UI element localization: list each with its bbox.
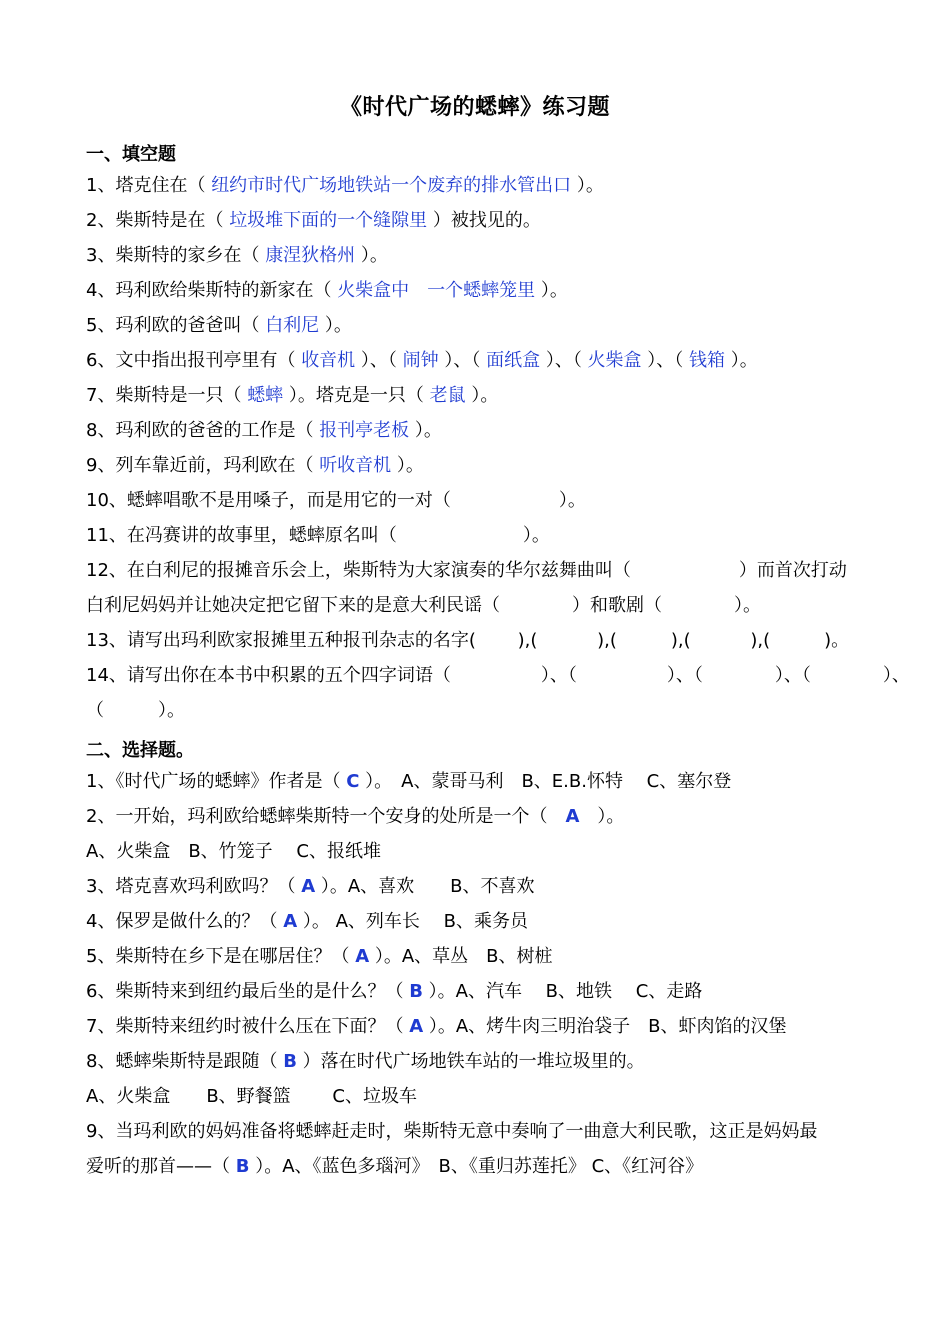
- item-text: ）。: [465, 385, 499, 406]
- fill-item-10: 10、蟋蟀唱歌不是用嗓子，而是用它的一对（ ）。: [86, 490, 586, 511]
- fill-item-14-cont: （ ）。: [86, 700, 185, 721]
- item-text: 2、柴斯特是在（: [86, 210, 230, 231]
- fill-item-14: 14、请写出你在本书中积累的五个四字词语（ ）、（ ）、（ ）、（ ）、: [86, 665, 910, 686]
- item-text: ）。: [725, 350, 758, 371]
- fill-item-7: [86, 384, 886, 408]
- item-text: ）。: [355, 245, 388, 266]
- item-text: ）、（: [355, 350, 403, 371]
- choice-item-9: 9、当玛利欧的妈妈准备将蟋蟀赶走时，柴斯特无意中奏响了一曲意大利民歌，这正是妈妈最: [86, 1121, 818, 1142]
- answer-text: B: [235, 1156, 250, 1177]
- choice-item-3: [86, 875, 886, 899]
- item-text: ）。: [535, 280, 568, 301]
- item-text: ）。: [579, 806, 625, 827]
- answer-text: 蟋蟀: [247, 385, 284, 406]
- answer-text: 报刊亭老板: [319, 420, 410, 441]
- item-text: 8、玛利欧的爸爸的工作是（: [86, 420, 320, 441]
- item-text: 6、柴斯特来到纽约最后坐的是什么？（: [86, 981, 410, 1002]
- choice-item-2: [86, 805, 886, 829]
- answer-text: A: [409, 1016, 424, 1037]
- choice-item-7: [86, 1015, 886, 1039]
- item-text: 3、柴斯特的家乡在（: [86, 245, 266, 266]
- fill-item-12-cont: 白利尼妈妈并让她决定把它留下来的是意大利民谣（ ）和歌剧（ ）。: [86, 595, 761, 616]
- item-text: ）落在时代广场地铁车站的一堆垃圾里的。: [296, 1051, 645, 1072]
- fill-item-5: [86, 314, 886, 338]
- item-text: 3、塔克喜欢玛利欧吗？（: [86, 876, 302, 897]
- answer-text: B: [283, 1051, 297, 1072]
- answer-text: B: [409, 981, 423, 1002]
- item-text: ）。 A、列车长 B、乘务员: [297, 911, 528, 932]
- answer-text: A: [565, 806, 580, 827]
- item-text: ）。: [319, 315, 352, 336]
- choice-item-8: [86, 1050, 886, 1074]
- fill-item-12: 12、在白利尼的报摊音乐会上，柴斯特为大家演奏的华尔兹舞曲叫（ ）而首次打动: [86, 560, 847, 581]
- answer-text: 老鼠: [429, 385, 466, 406]
- fill-item-6: [86, 349, 886, 373]
- item-text: 7、柴斯特来纽约时被什么压在下面？（: [86, 1016, 410, 1037]
- answer-text: 火柴盒: [587, 350, 642, 371]
- fill-item-2: [86, 209, 886, 233]
- item-text: ）。 A、蒙哥马利 B、E.B.怀特 C、塞尔登: [359, 771, 732, 792]
- answer-text: A: [355, 946, 370, 967]
- item-text: 9、列车靠近前，玛利欧在（: [86, 455, 320, 476]
- item-text: ）被找见的。: [427, 210, 541, 231]
- fill-item-4: [86, 279, 886, 303]
- item-text: ）。A、草丛 B、树桩: [369, 946, 553, 967]
- answer-text: 听收音机: [319, 455, 392, 476]
- item-text: ）。: [409, 420, 442, 441]
- item-text: 4、玛利欧给柴斯特的新家在（: [86, 280, 338, 301]
- answer-text: 收音机: [301, 350, 356, 371]
- item-text: 1、塔克住在（: [86, 175, 212, 196]
- item-text: 1、《时代广场的蟋蟀》作者是（: [86, 771, 347, 792]
- item-text: ）、（: [641, 350, 689, 371]
- item-text: ）、（: [438, 350, 487, 371]
- fill-item-11: 11、在冯赛讲的故事里，蟋蟀原名叫（ ）。: [86, 525, 550, 546]
- answer-text: 闹钟: [402, 350, 439, 371]
- item-text: 爱听的那首——（: [86, 1156, 236, 1177]
- item-text: 2、一开始，玛利欧给蟋蟀柴斯特一个安身的处所是一个（: [86, 806, 566, 827]
- item-text: 8、蟋蟀柴斯特是跟随（: [86, 1051, 284, 1072]
- answer-text: 面纸盒: [486, 350, 541, 371]
- answer-text: 纽约市时代广场地铁站一个废弃的排水管出口: [211, 175, 572, 196]
- page-title: 《时代广场的蟋蟀》练习题: [339, 95, 610, 120]
- section-heading-fill-blank: 一、填空题: [86, 144, 176, 165]
- choice-item-6: [86, 980, 886, 1004]
- answer-text: C: [346, 771, 360, 792]
- fill-item-13: 13、请写出玛利欧家报摊里五种报刊杂志的名字( ),( ),( ),( ),( )。: [86, 630, 850, 651]
- fill-item-8: [86, 419, 886, 443]
- choice-item-5: [86, 945, 886, 969]
- fill-item-1: [86, 174, 886, 198]
- item-text: ）。: [391, 455, 424, 476]
- answer-text: A: [301, 876, 316, 897]
- item-text: 5、柴斯特在乡下是在哪居住？（: [86, 946, 356, 967]
- answer-text: 火柴盒中 一个蟋蟀笼里: [337, 280, 536, 301]
- item-text: 5、玛利欧的爸爸叫（: [86, 315, 266, 336]
- item-text: ）。A、《蓝色多瑙河》 B、《重归苏莲托》 C、《红河谷》: [249, 1156, 704, 1177]
- answer-text: 康涅狄格州: [265, 245, 356, 266]
- item-text: 7、柴斯特是一只（: [86, 385, 248, 406]
- item-text: ）、（: [540, 350, 588, 371]
- item-text: 6、文中指出报刊亭里有（: [86, 350, 302, 371]
- item-text: ）。塔克是一只（: [283, 385, 430, 406]
- item-text: ）。: [571, 175, 604, 196]
- section-heading-choice: 二、选择题。: [86, 740, 194, 761]
- choice-item-2-options: A、火柴盒 B、竹笼子 C、报纸堆: [86, 841, 381, 862]
- fill-item-3: [86, 244, 886, 268]
- fill-item-9: [86, 454, 886, 478]
- choice-item-4: [86, 910, 886, 934]
- answer-text: A: [283, 911, 298, 932]
- item-text: ）。A、汽车 B、地铁 C、走路: [422, 981, 703, 1002]
- choice-item-8-options: A、火柴盒 B、野餐篮 C、垃圾车: [86, 1086, 417, 1107]
- answer-text: 白利尼: [265, 315, 320, 336]
- item-text: 4、保罗是做什么的？（: [86, 911, 284, 932]
- item-text: ）。A、喜欢 B、不喜欢: [315, 876, 535, 897]
- choice-item-1: [86, 770, 886, 794]
- answer-text: 垃圾堆下面的一个缝隙里: [229, 210, 428, 231]
- answer-text: 钱箱: [689, 350, 725, 371]
- item-text: ）。A、烤牛肉三明治袋子 B、虾肉馅的汉堡: [423, 1016, 787, 1037]
- choice-item-9-cont: [86, 1155, 886, 1179]
